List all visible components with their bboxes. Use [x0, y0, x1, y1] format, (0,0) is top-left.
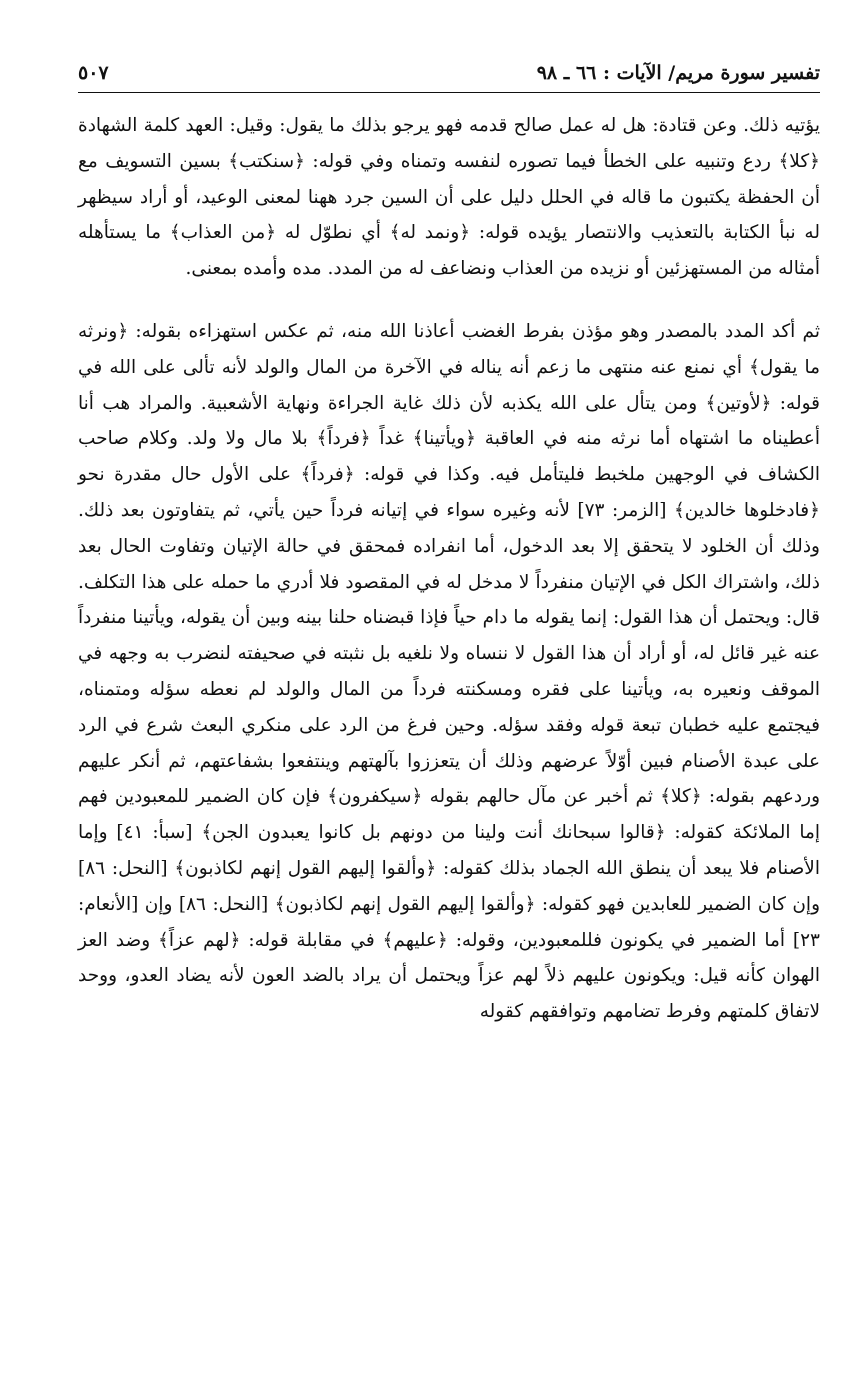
running-title: تفسير سورة مريم/ الآيات : ٦٦ ـ ٩٨: [536, 62, 820, 84]
page-header: [78, 58, 820, 92]
header-rule: [78, 92, 820, 93]
page-number: ٥٠٧: [78, 62, 109, 84]
body-text: [78, 108, 820, 1030]
paragraph-2: ثم أكد المدد بالمصدر وهو مؤذن بفرط الغضب أعاذنا الله منه، ثم عكس استهزاءه بقوله: ﴿ونرثه ما يقول﴾ أي نمنع عنه منتهى ما زعم أنه يناله في الآخرة من المال والولد لأنه تألى على الله في قوله: ﴿لأوتين﴾ ومن يتأل على الله يكذبه لأن ذلك غاية الجراءة ونهاية الأشعبية. والمراد هب أنا أعطيناه ما اشتهاه أما نرثه منه في العاقبة ﴿ويأتينا﴾ غداً ﴿فرداً﴾ بلا مال ولا ولد. وكلام صاحب الكشاف في الوجهين ملخبط فليتأمل فيه. وكذا في قوله: ﴿فرداً﴾ على الأول حال مقدرة نحو ﴿فادخلوها خالدين﴾ [الزمر: ٧٣] لأنه وغيره سواء في إتيانه فرداً حين يأتي، ثم يتفاوتون بعد ذلك. وذلك أن الخلود لا يتحقق إلا بعد الدخول، أما انفراده فمحقق في حالة الإتيان وتفاوت الحال بعد ذلك، واشتراك الكل في الإتيان منفرداً لا مدخل له في المقصود فلا أدري ما حمله على هذا التكلف. قال: ويحتمل أن هذا القول: إنما يقوله ما دام حياً فإذا قبضناه حلنا بينه وبين أن يقوله، ويأتينا منفرداً عنه غير قائل له، أو أراد أن هذا القول لا ننساه ولا نلغيه بل نثبته في صحيفته لنضرب به وجهه في الموقف ونعيره به، ويأتينا على فقره ومسكنته فرداً من المال والولد لم نعطه سؤله ومتمناه، فيجتمع عليه خطبان تبعة قوله وفقد سؤله. وحين فرغ من الرد على منكري البعث شرع في الرد على عبدة الأصنام فبين أوّلاً عرضهم وذلك أن يتعززوا بآلهتهم وينتفعوا بشفاعتهم، ثم أنكر عليهم وردعهم بقوله: ﴿كلا﴾ ثم أخبر عن مآل حالهم بقوله ﴿سيكفرون﴾ فإن كان الضمير للمعبودين فهم إما الملائكة كقوله: ﴿قالوا سبحانك أنت ولينا من دونهم بل كانوا يعبدون الجن﴾ [سبأ: ٤١] وإما الأصنام فلا يبعد أن ينطق الله الجماد بذلك كقوله: ﴿وألقوا إليهم القول إنهم لكاذبون﴾ [النحل: ٨٦] وإن كان الضمير للعابدين فهو كقوله: ﴿وألقوا إليهم القول إنهم لكاذبون﴾ [النحل: ٨٦] وإن [الأنعام: ٢٣] أما الضمير في يكونون فللمعبودين، وقوله: ﴿عليهم﴾ في مقابلة قوله: ﴿لهم عزاً﴾ وضد العز الهوان كأنه قيل: ويكونون عليهم ذلاً لهم عزاً ويحتمل أن يراد بالضد العون لأنه يضاد العدو، ووحد لاتفاق كلمتهم وفرط تضامهم وتوافقهم كقوله: [78, 320, 820, 1023]
paragraph-1: يؤتيه ذلك. وعن قتادة: هل له عمل صالح قدمه فهو يرجو بذلك ما يقول: وقيل: العهد كلمة الشهادة ﴿كلا﴾ ردع وتنبيه على الخطأ فيما تصوره لنفسه وتمناه وفي قوله: ﴿سنكتب﴾ بسين التسويف مع أن الحفظة يكتبون ما قاله في الحلل دليل على أن السين جرد ههنا لمعنى الوعيد، أو أراد سيظهر له نبأ الكتابة بالتعذيب والانتصار يؤيده قوله: ﴿ونمد له﴾ أي نطوّل له ﴿من العذاب﴾ ما يستأهله أمثاله من المستهزئين أو نزيده من العذاب ونضاعف له من المدد. مده وأمده بمعنى.: [78, 115, 820, 280]
